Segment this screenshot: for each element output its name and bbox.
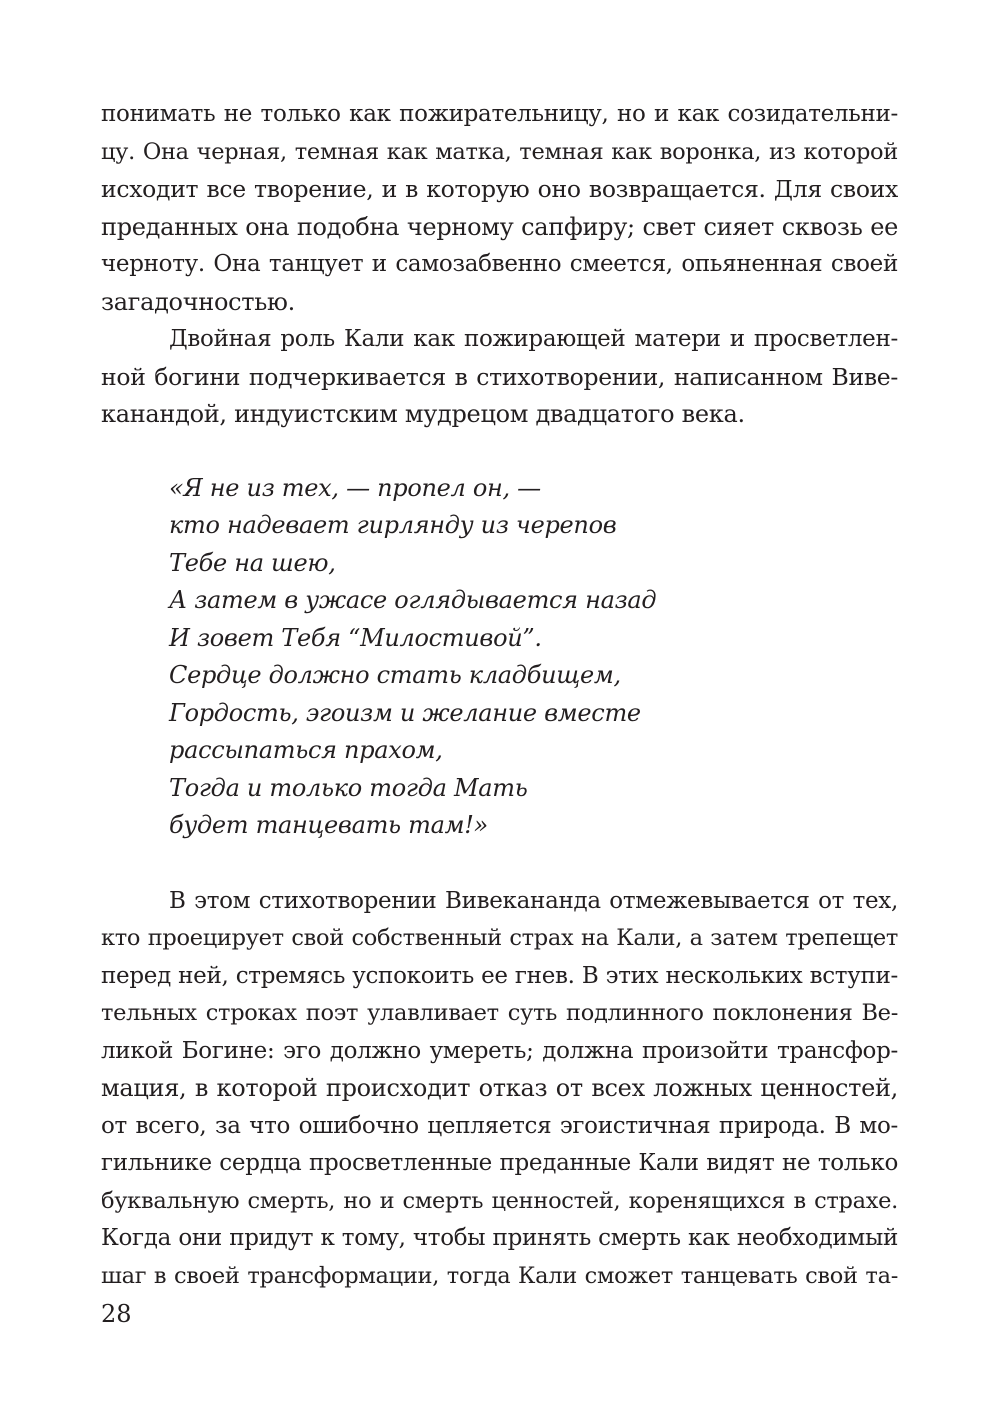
text-line: В этом стихотворении Вивекананда отмежевывается от тех, [169, 887, 898, 914]
text-line: мация, в которой происходит отказ от всех ложных ценностей, [101, 1074, 898, 1102]
text-line: понимать не только как пожирательницу, но и как созидательни- [101, 101, 898, 127]
text-line: черноту. Она танцует и самозабвенно смеется, опьяненная своей [101, 251, 898, 277]
text-line: исходит все творение, и в которую оно возвращается. Для своих [101, 175, 898, 203]
page-body [101, 96, 898, 1295]
paragraph-3 [101, 883, 898, 1296]
text-line: цу. Она черная, темная как матка, темная как воронка, из которой [101, 138, 898, 165]
text-line: буквальную смерть, но и смерть ценностей, коренящихся в страхе. [101, 1187, 898, 1214]
poem-line: Сердце должно стать кладбищем, [169, 661, 621, 689]
text-line: ликой Богине: эго должно умереть; должна произойти трансфор- [101, 1037, 898, 1064]
text-line: гильнике сердца просветленные преданные Кали видят не только [101, 1150, 898, 1176]
text-line: перед ней, стремясь успокоить ее гнев. В этих нескольких вступи- [101, 962, 898, 989]
poem-line: Гордость, эгоизм и желание вместе [169, 698, 641, 727]
poem-quote [101, 470, 898, 845]
poem-line: Тебе на шею, [169, 548, 336, 577]
poem-line: А затем в ужасе оглядывается назад [169, 586, 657, 614]
page-number: 28 [101, 1300, 132, 1328]
poem-line: рассыпаться прахом, [169, 736, 443, 764]
text-line: канандой, индуистским мудрецом двадцатого века. [101, 400, 745, 428]
paragraph-2 [101, 321, 898, 434]
poem-line: И зовет Тебя “Милостивой”. [169, 623, 542, 652]
text-line: от всего, за что ошибочно цепляется эгоистичная природа. В мо- [101, 1112, 898, 1139]
poem-line: Тогда и только тогда Мать [169, 773, 528, 802]
text-line: Двойная роль Кали как пожирающей матери и просветлен- [169, 326, 898, 352]
text-line: кто проецирует свой собственный страх на Кали, а затем трепещет [101, 925, 898, 951]
poem-line: «Я не из тех, — пропел он, — [169, 473, 541, 502]
text-line: ной богини подчеркивается в стихотворении, написанном Виве- [101, 362, 898, 391]
paragraph-1 [101, 96, 898, 321]
text-line: загадочностью. [101, 287, 295, 316]
text-line: преданных она подобна черному сапфиру; свет сияет сквозь ее [101, 212, 898, 241]
text-line: тельных строках поэт улавливает суть подлинного поклонения Ве- [101, 1000, 898, 1026]
poem-line: кто надевает гирлянду из черепов [169, 511, 617, 539]
poem-line: будет танцевать там!» [169, 811, 488, 839]
text-line: Когда они придут к тому, чтобы принять смерть как необходимый [101, 1225, 898, 1251]
text-line: шаг в своей трансформации, тогда Кали сможет танцевать свой та- [101, 1262, 898, 1289]
